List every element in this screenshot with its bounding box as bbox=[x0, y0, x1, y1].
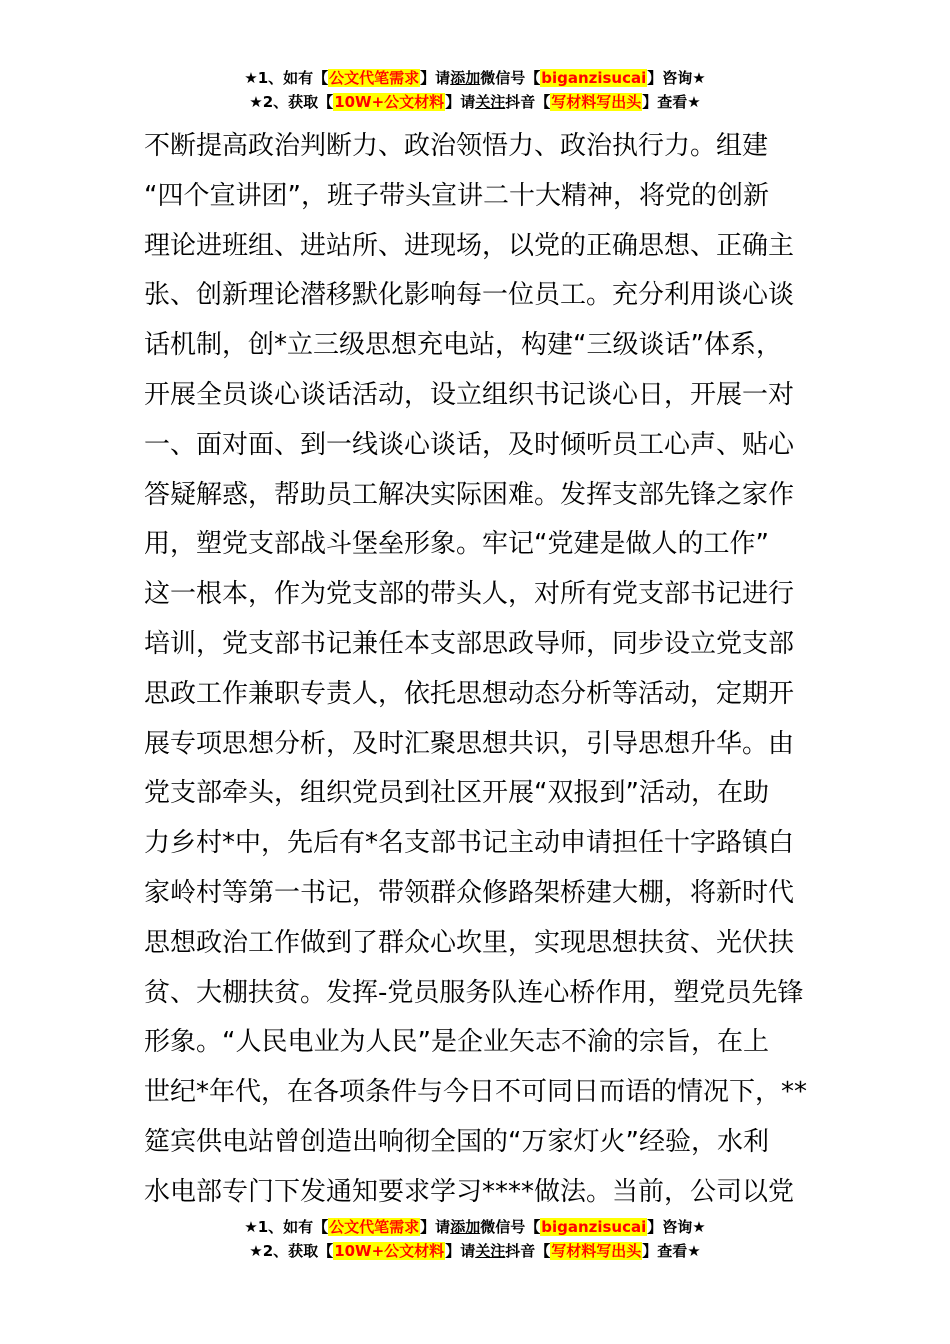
banner-text: ★2、获取【 bbox=[249, 1242, 334, 1260]
body-line: 思政工作兼职专责人，依托思想动态分析等活动，定期开 bbox=[144, 678, 795, 709]
banner-highlight: 10W+公文材料 bbox=[334, 1242, 445, 1260]
body-line: 世纪*年代，在各项条件与今日不可同日而语的情况下，** bbox=[144, 1077, 808, 1108]
banner-text: 】请 bbox=[445, 93, 476, 111]
body-line: 话机制，创*立三级思想充电站，构建“三级谈话”体系， bbox=[144, 330, 782, 361]
header-banner bbox=[0, 66, 950, 114]
banner-text: 】请 bbox=[445, 1242, 476, 1260]
banner-highlight: biganzisucai bbox=[541, 69, 647, 87]
banner-text: 微信号【 bbox=[480, 69, 541, 87]
body-line: 用，塑党支部战斗堡垒形象。牢记“党建是做人的工作” bbox=[144, 529, 769, 560]
banner-text: 】查看★ bbox=[642, 93, 701, 111]
body-line: 张、创新理论潜移默化影响每一位员工。充分利用谈心谈 bbox=[144, 280, 795, 311]
body-line: 筵宾供电站曾创造出响彻全国的“万家灯火”经验，水利 bbox=[144, 1126, 769, 1157]
banner-underline: 关注 bbox=[475, 1242, 506, 1260]
banner-highlight: biganzisucai bbox=[541, 1218, 647, 1236]
body-line: 不断提高政治判断力、政治领悟力、政治执行力。组建 bbox=[144, 131, 769, 161]
body-line: 这一根本，作为党支部的带头人，对所有党支部书记进行 bbox=[144, 579, 795, 610]
body-line: 形象。“人民电业为人民”是企业矢志不渝的宗旨，在上 bbox=[144, 1027, 769, 1058]
document-body bbox=[144, 122, 814, 1218]
banner-line-2 bbox=[0, 1239, 950, 1263]
banner-underline: 添加 bbox=[450, 1218, 481, 1236]
banner-text: 】请 bbox=[420, 1218, 451, 1236]
banner-text: 抖音【 bbox=[505, 93, 551, 111]
banner-text: 】咨询★ bbox=[647, 1218, 706, 1236]
banner-text: ★1、如有【 bbox=[244, 1218, 329, 1236]
banner-text: 抖音【 bbox=[505, 1242, 551, 1260]
body-line: 开展全员谈心谈话活动，设立组织书记谈心日，开展一对 bbox=[144, 379, 795, 410]
body-line: 答疑解惑，帮助员工解决实际困难。发挥支部先锋之家作 bbox=[144, 479, 795, 510]
banner-text: 】请 bbox=[420, 69, 451, 87]
banner-text: 】查看★ bbox=[642, 1242, 701, 1260]
banner-underline: 关注 bbox=[475, 93, 506, 111]
banner-highlight: 10W+公文材料 bbox=[334, 93, 445, 111]
banner-line-1 bbox=[0, 66, 950, 90]
body-line: “四个宣讲团”，班子带头宣讲二十大精神，将党的创新 bbox=[144, 180, 769, 211]
body-line: 理论进班组、进站所、进现场，以党的正确思想、正确主 bbox=[144, 230, 795, 261]
body-line: 思想政治工作做到了群众心坎里，实现思想扶贫、光伏扶 bbox=[144, 927, 795, 958]
banner-underline: 添加 bbox=[450, 69, 481, 87]
banner-highlight: 公文代笔需求 bbox=[329, 69, 420, 87]
body-line: 一、面对面、到一线谈心谈话，及时倾听员工心声、贴心 bbox=[144, 429, 795, 460]
banner-highlight: 写材料写出头 bbox=[551, 1242, 642, 1260]
body-line: 培训，党支部书记兼任本支部思政导师，同步设立党支部 bbox=[144, 628, 795, 659]
body-line: 展专项思想分析，及时汇聚思想共识，引导思想升华。由 bbox=[144, 728, 795, 759]
banner-line-1 bbox=[0, 1215, 950, 1239]
banner-text: 微信号【 bbox=[480, 1218, 541, 1236]
banner-text: 】咨询★ bbox=[647, 69, 706, 87]
banner-text: ★2、获取【 bbox=[249, 93, 334, 111]
banner-line-2 bbox=[0, 90, 950, 114]
banner-highlight: 公文代笔需求 bbox=[329, 1218, 420, 1236]
banner-text: ★1、如有【 bbox=[244, 69, 329, 87]
banner-highlight: 写材料写出头 bbox=[551, 93, 642, 111]
body-line: 水电部专门下发通知要求学习****做法。当前，公司以党 bbox=[144, 1176, 795, 1207]
body-line: 力乡村*中，先后有*名支部书记主动申请担任十字路镇白 bbox=[144, 828, 795, 859]
body-line: 家岭村等第一书记，带领群众修路架桥建大棚，将新时代 bbox=[144, 877, 795, 908]
body-line: 党支部牵头，组织党员到社区开展“双报到”活动，在助 bbox=[144, 778, 769, 809]
footer-banner bbox=[0, 1215, 950, 1263]
body-line: 贫、大棚扶贫。发挥-党员服务队连心桥作用，塑党员先锋 bbox=[144, 977, 804, 1008]
